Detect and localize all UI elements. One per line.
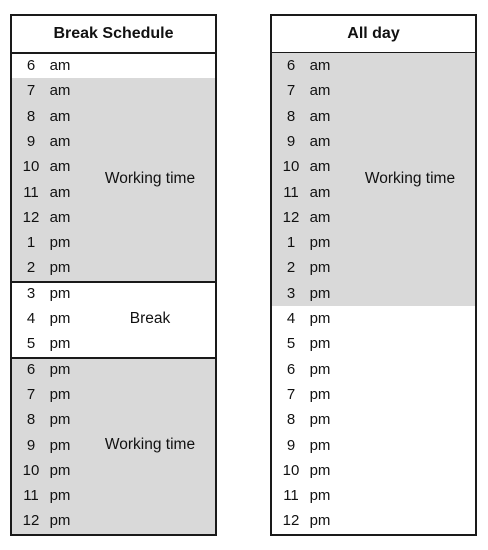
hour-number: 6: [286, 360, 296, 378]
am-pm-marker: am: [309, 132, 331, 150]
hour-number: 2: [26, 259, 36, 277]
time-row: [272, 458, 352, 483]
time-row: [12, 508, 92, 533]
am-pm-marker: am: [49, 208, 71, 226]
time-row: [12, 104, 92, 129]
am-pm-marker: pm: [49, 436, 71, 454]
hour-number: 5: [286, 335, 296, 353]
time-row: [272, 306, 352, 331]
hour-number: 11: [23, 183, 39, 201]
hour-number: 4: [286, 310, 296, 327]
all-day-title: All day: [272, 16, 475, 54]
time-row: [12, 407, 92, 432]
hour-number: 6: [26, 360, 36, 378]
am-pm-marker: am: [309, 183, 331, 201]
break-schedule-title: Break Schedule: [12, 16, 215, 54]
time-row: [272, 180, 352, 205]
hour-number: 10: [22, 461, 40, 479]
hour-number: 4: [26, 310, 36, 327]
time-row: [12, 357, 92, 382]
hour-number: 7: [286, 82, 296, 100]
hour-number: 8: [286, 107, 296, 125]
am-pm-marker: pm: [309, 360, 331, 378]
hour-number: 12: [282, 208, 300, 226]
time-row: [272, 483, 352, 508]
hour-number: 10: [282, 158, 300, 176]
time-row: [12, 154, 92, 179]
time-row: [272, 230, 352, 255]
am-pm-marker: am: [309, 82, 331, 100]
time-row: [272, 205, 352, 230]
am-pm-marker: am: [309, 158, 331, 176]
hour-number: 6: [286, 57, 296, 74]
am-pm-marker: pm: [309, 335, 331, 353]
time-row: [12, 255, 92, 280]
segment-label-break: Break: [129, 310, 171, 327]
time-row: [12, 331, 92, 356]
hour-number: 7: [286, 385, 296, 403]
am-pm-marker: pm: [309, 259, 331, 277]
am-pm-marker: pm: [309, 512, 331, 530]
am-pm-marker: am: [49, 82, 71, 100]
time-row: [272, 382, 352, 407]
am-pm-marker: am: [49, 183, 71, 201]
time-row: [272, 433, 352, 458]
hour-number: 12: [22, 208, 40, 226]
am-pm-marker: pm: [309, 411, 331, 429]
hour-number: 8: [286, 411, 296, 429]
am-pm-marker: pm: [49, 487, 71, 505]
hour-number: 12: [22, 512, 40, 530]
time-row: [272, 407, 352, 432]
am-pm-marker: pm: [49, 284, 71, 302]
time-row: [12, 382, 92, 407]
am-pm-marker: pm: [309, 487, 331, 505]
am-pm-marker: pm: [49, 234, 71, 252]
time-row: [272, 281, 352, 306]
time-row: [272, 255, 352, 280]
am-pm-marker: pm: [49, 385, 71, 403]
time-row: [272, 104, 352, 129]
am-pm-marker: am: [49, 57, 71, 74]
hour-number: 11: [23, 487, 39, 505]
time-row: [12, 205, 92, 230]
time-row: [12, 180, 92, 205]
am-pm-marker: pm: [309, 284, 331, 302]
hour-number: 1: [286, 234, 296, 252]
time-row: [12, 458, 92, 483]
hour-number: 7: [26, 385, 36, 403]
hour-number: 2: [286, 259, 296, 277]
time-row: [12, 129, 92, 154]
hour-number: 5: [26, 335, 36, 353]
hour-number: 10: [282, 461, 300, 479]
am-pm-marker: am: [309, 107, 331, 125]
hour-number: 8: [26, 411, 36, 429]
am-pm-marker: pm: [309, 436, 331, 454]
time-row: [272, 331, 352, 356]
time-row: [272, 508, 352, 533]
time-row: [12, 230, 92, 255]
am-pm-marker: pm: [49, 512, 71, 530]
am-pm-marker: pm: [49, 411, 71, 429]
time-row: [272, 357, 352, 382]
hour-number: 3: [26, 284, 36, 302]
am-pm-marker: pm: [49, 335, 71, 353]
hour-number: 9: [286, 132, 296, 150]
am-pm-marker: am: [49, 132, 71, 150]
time-row: [272, 53, 352, 78]
am-pm-marker: pm: [49, 310, 71, 327]
am-pm-marker: am: [49, 107, 71, 125]
hour-number: 7: [26, 82, 36, 100]
break-schedule-panel: [10, 14, 217, 536]
am-pm-marker: pm: [49, 360, 71, 378]
hour-number: 9: [26, 436, 36, 454]
time-row: [272, 78, 352, 103]
am-pm-marker: pm: [309, 385, 331, 403]
time-row: [12, 433, 92, 458]
segment-label-working-time: Working time: [364, 170, 456, 187]
hour-number: 8: [26, 107, 36, 125]
am-pm-marker: pm: [309, 461, 331, 479]
hour-number: 6: [26, 57, 36, 74]
hour-number: 3: [286, 284, 296, 302]
time-row: [272, 154, 352, 179]
am-pm-marker: am: [309, 208, 331, 226]
time-row: [12, 306, 92, 331]
hour-number: 9: [286, 436, 296, 454]
time-row: [12, 483, 92, 508]
am-pm-marker: pm: [49, 259, 71, 277]
hour-number: 1: [26, 234, 36, 252]
am-pm-marker: pm: [49, 461, 71, 479]
am-pm-marker: pm: [309, 234, 331, 252]
segment-label-working-time: Working time: [104, 436, 196, 453]
hour-number: 10: [22, 158, 40, 176]
hour-number: 11: [283, 183, 299, 201]
hour-number: 11: [283, 487, 299, 505]
time-row: [272, 129, 352, 154]
am-pm-marker: pm: [309, 310, 331, 327]
all-day-panel: [270, 14, 477, 536]
hour-number: 12: [282, 512, 300, 530]
am-pm-marker: am: [309, 57, 331, 74]
segment-label-working-time: Working time: [104, 170, 196, 187]
am-pm-marker: am: [49, 158, 71, 176]
time-row: [12, 281, 92, 306]
time-row: [12, 53, 92, 78]
hour-number: 9: [26, 132, 36, 150]
time-row: [12, 78, 92, 103]
